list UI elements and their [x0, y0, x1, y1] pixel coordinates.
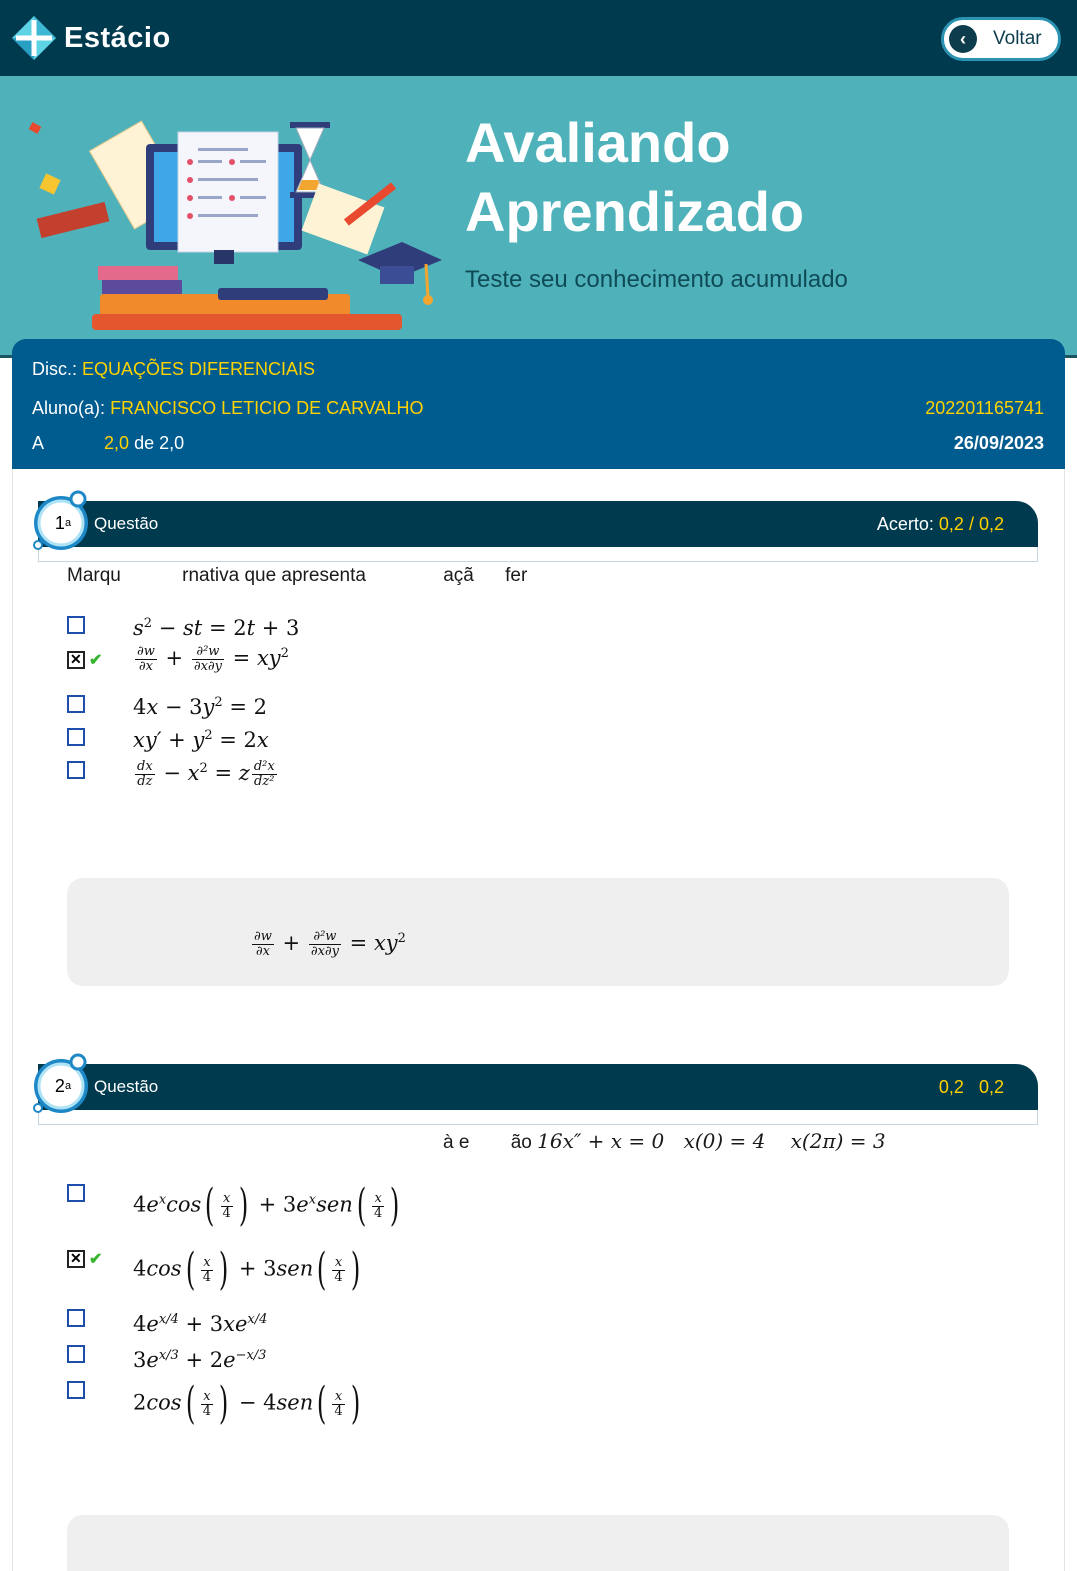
student-label: Aluno(a): — [32, 398, 106, 418]
question-1-option-a-text: $s^2$ − st = 2t + 3 — [133, 616, 300, 640]
question-2-number — [46, 1069, 80, 1103]
question-2-ordinal: a — [64, 1080, 72, 1092]
estacio-logo-icon — [10, 14, 58, 62]
hero-title-line2: Aprendizado — [465, 180, 805, 243]
student-id: 202201165741 — [925, 398, 1044, 418]
question-2-option-b-text: 4cos( $\frac{x}{4}$ ) + 3sen( $\frac{x}{4}$ ) — [133, 1244, 361, 1295]
question-1-number — [46, 506, 80, 540]
question-1-stem-part: fer — [505, 565, 528, 586]
question-1-option-c-checkbox[interactable] — [67, 695, 85, 713]
question-2-score-total: 0,2 — [978, 1077, 1004, 1097]
question-1-feedback — [67, 878, 1009, 986]
question-2-score-value: 0,2 — [938, 1077, 964, 1097]
chevron-left-icon: ‹ — [949, 25, 977, 53]
question-2-option-d-text: $3e^{x/3} + 2e^{-x/3}$ — [133, 1348, 267, 1372]
question-2-stem-initial-2: x(2π) = 3 — [790, 1129, 886, 1153]
question-1-stem-part: Marqu — [67, 565, 121, 586]
discipline-row — [32, 359, 315, 380]
brand-name: Estácio — [64, 21, 171, 54]
question-2-option-a-text: $4e^x\cos$( $\frac{x}{4}$ ) + $3e^xsen$( $\frac{x}{4}$ ) — [133, 1180, 400, 1231]
question-2-label: Questão — [94, 1077, 159, 1096]
question-1-score-total: 0,2 — [978, 514, 1004, 534]
question-1-stem-part: rnativa que apresenta — [182, 565, 366, 586]
question-1-option-c-text: $4x - 3y^2 = 2$ — [133, 695, 268, 719]
question-2-option-e-checkbox[interactable] — [67, 1381, 85, 1399]
question-1-stem — [67, 565, 527, 587]
study-illustration-icon — [28, 118, 448, 338]
question-1-option-d-text: $xy' + y^2 = 2x$ — [133, 728, 269, 752]
question-1-feedback-math: $\frac{\partial w}{\partial x}$ + $\frac{\text{∂²w}}{\partial x\partial y}$ = $xy^2$ — [254, 929, 406, 959]
question-1-option-b-checkbox[interactable] — [67, 651, 85, 669]
exam-date: 26/09/2023 — [953, 433, 1044, 453]
brand-logo[interactable] — [10, 14, 171, 62]
question-2-divider — [38, 1110, 1038, 1125]
top-bar — [0, 0, 1077, 76]
hero-subtitle: Teste seu conhecimento acumulado — [465, 266, 848, 293]
grade-value: 2,0 — [104, 433, 130, 453]
grade-total: de 2,0 — [134, 433, 185, 453]
question-2-option-e-text: 2cos( $\frac{x}{4}$ ) − 4sen( $\frac{x}{4}$ ) — [133, 1378, 361, 1429]
question-1-score-value: 0,2 — [938, 514, 964, 534]
question-2-number-value: 2 — [54, 1075, 65, 1096]
question-2-option-a-checkbox[interactable] — [67, 1184, 85, 1202]
question-1-score-sep: / — [968, 514, 974, 534]
back-button-label: Voltar — [993, 28, 1042, 49]
question-1-score-label: Acerto: — [876, 514, 934, 534]
correct-check-icon: ✔ — [89, 652, 103, 669]
hero-title-line1: Avaliando — [465, 111, 731, 174]
question-1-stem-part: açã — [443, 565, 474, 586]
back-button[interactable] — [941, 17, 1061, 61]
question-1-option-b-text: $\frac{\partial w}{\partial x}$ + $\frac{\text{∂²w}}{\partial x\partial y}$ = $xy^2$ — [137, 644, 289, 674]
question-1-score — [877, 514, 1004, 535]
question-2-score — [939, 1077, 1004, 1098]
question-1-option-e-text: $\frac{dx}{dz}$ − $x^2 = z$ $\frac{\text{d²x}}{\text{dz²}}$ — [137, 759, 275, 789]
grade-label: A — [32, 433, 44, 453]
question-2-stem-part: à e — [443, 1132, 470, 1153]
question-2-option-c-text: $4e^{x/4} + 3xe^{x/4}$ — [133, 1312, 268, 1336]
question-1-divider — [38, 547, 1038, 562]
question-2-stem — [443, 1129, 886, 1154]
discipline-value: EQUAÇÕES DIFERENCIAIS — [82, 359, 316, 379]
question-1-ordinal: a — [64, 517, 72, 529]
student-row — [32, 398, 423, 419]
grade-row — [32, 433, 184, 454]
hero-title — [465, 108, 804, 246]
question-1-option-e-checkbox[interactable] — [67, 761, 85, 779]
student-name: FRANCISCO LETICIO DE CARVALHO — [110, 398, 424, 418]
question-1-option-d-checkbox[interactable] — [67, 728, 85, 746]
question-2-option-d-checkbox[interactable] — [67, 1345, 85, 1363]
correct-check-icon: ✔ — [89, 1251, 103, 1268]
hero-banner — [0, 76, 1077, 358]
question-2-stem-part: ão — [510, 1132, 532, 1153]
question-2-stem-initial-1: x(0) = 4 — [683, 1129, 766, 1153]
question-2-header — [38, 1064, 1038, 1110]
question-2-stem-equation: 16x″ + x = 0 — [537, 1129, 665, 1153]
question-1-label: Questão — [94, 514, 159, 533]
question-2-option-b-checkbox[interactable] — [67, 1250, 85, 1268]
question-1-number-value: 1 — [54, 512, 65, 533]
question-1-header — [38, 501, 1038, 547]
question-1-option-a-checkbox[interactable] — [67, 616, 85, 634]
discipline-label: Disc.: — [32, 359, 77, 379]
question-2-feedback — [67, 1515, 1009, 1571]
student-info-panel — [12, 339, 1065, 469]
question-2-option-c-checkbox[interactable] — [67, 1309, 85, 1327]
